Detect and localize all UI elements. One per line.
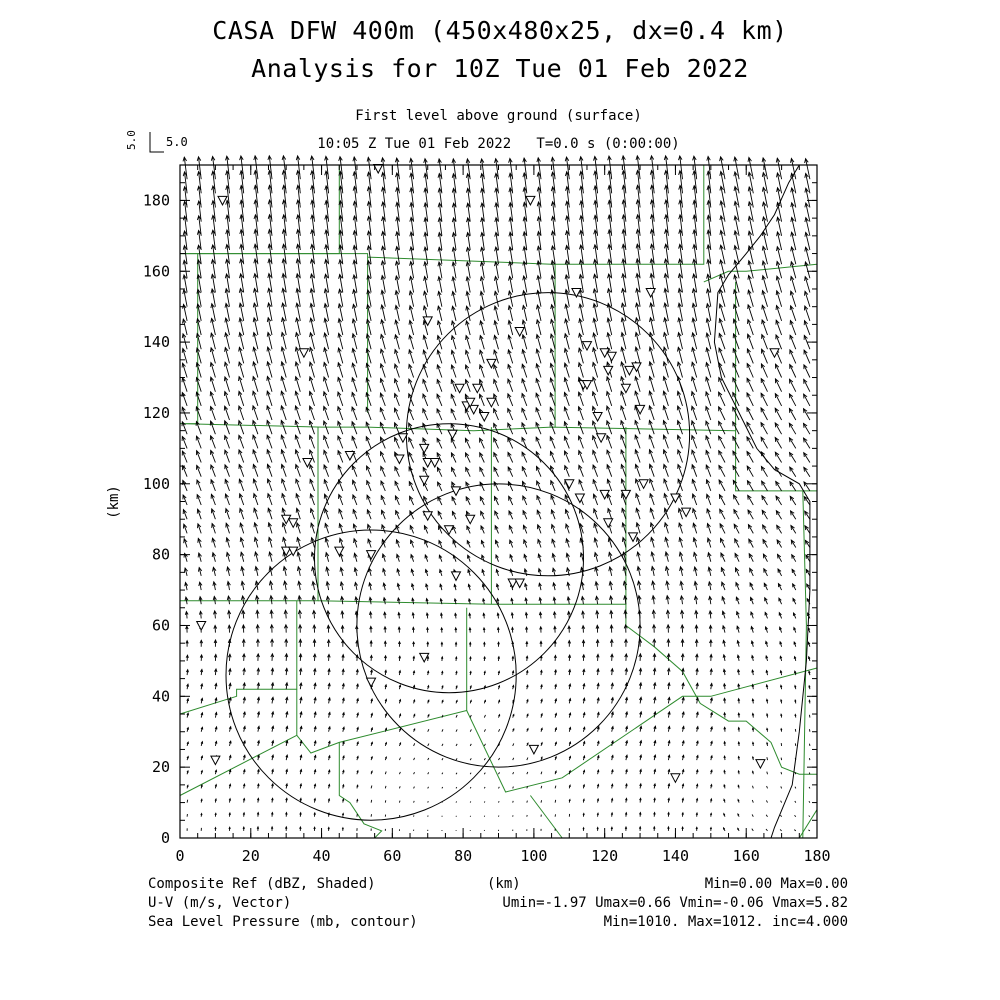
wind-vector: [499, 758, 500, 760]
station-marker: [197, 622, 206, 631]
wind-vector: [499, 772, 500, 774]
wind-vector: [541, 800, 542, 802]
county-line: [467, 668, 817, 792]
wind-vector: [790, 379, 796, 392]
wind-vector: [804, 409, 810, 420]
wind-vector: [414, 787, 415, 789]
station-marker: [575, 494, 584, 503]
wind-vector: [541, 786, 542, 789]
station-marker: [452, 572, 461, 581]
wind-vector: [762, 349, 768, 363]
county-line: [799, 491, 817, 838]
x-tick-label: 80: [454, 847, 473, 865]
wind-vector: [719, 436, 725, 448]
wind-vector: [470, 744, 471, 746]
wind-vector: [555, 786, 556, 789]
station-marker: [445, 526, 454, 535]
station-marker: [671, 774, 680, 783]
wind-vector: [385, 786, 386, 789]
wind-vector: [428, 744, 429, 746]
station-marker: [487, 398, 496, 407]
wind-vector: [766, 815, 767, 817]
wind-vector: [513, 787, 514, 789]
wind-vector: [804, 423, 810, 434]
y-tick-label: 20: [151, 758, 170, 777]
wind-vector: [527, 772, 528, 774]
station-marker: [395, 455, 404, 464]
level-label: First level above ground (surface): [355, 108, 642, 124]
wind-vector: [719, 421, 725, 434]
station-marker: [625, 366, 634, 375]
wind-vector: [747, 481, 753, 491]
wind-vector: [808, 830, 810, 831]
vector-scale-value: 5.0: [166, 135, 188, 149]
y-tick-label: 100: [142, 474, 170, 493]
station-marker: [420, 444, 429, 453]
legend-vector: U-V (m/s, Vector): [148, 895, 292, 911]
wind-vector: [795, 758, 796, 760]
wind-vector: [809, 801, 810, 802]
y-tick-label: 180: [142, 191, 170, 210]
station-marker: [423, 512, 432, 521]
wind-vector: [399, 801, 400, 803]
wind-vector: [780, 829, 782, 831]
y-tick-label: 40: [151, 687, 170, 706]
wind-vector: [442, 715, 443, 718]
wind-vector: [442, 773, 443, 775]
wind-vector: [456, 715, 457, 718]
wind-vector: [767, 772, 768, 775]
wind-vector: [385, 800, 386, 802]
wind-vector: [780, 815, 781, 817]
wind-vector: [781, 801, 782, 803]
chart-subtitle: Analysis for 10Z Tue 01 Feb 2022: [251, 54, 749, 83]
wind-vector: [747, 452, 753, 463]
wind-vector: [776, 364, 782, 377]
wind-vector: [781, 758, 782, 761]
wind-vector: [470, 758, 471, 760]
x-axis-label: (km): [487, 876, 521, 892]
wind-vector: [781, 786, 782, 788]
station-marker: [430, 459, 439, 468]
y-tick-label: 140: [142, 333, 170, 352]
wind-vector: [442, 787, 443, 788]
wind-vector: [719, 495, 725, 505]
wind-vector: [775, 438, 781, 449]
wind-vector: [761, 393, 767, 406]
station-marker: [367, 678, 376, 687]
station-marker: [682, 508, 691, 516]
wind-vector: [809, 758, 810, 760]
county-line: [180, 689, 297, 795]
wind-vector: [794, 830, 796, 831]
wind-vector: [795, 787, 796, 789]
station-marker: [607, 352, 616, 361]
wind-vector: [513, 801, 514, 803]
wind-vector: [470, 715, 471, 718]
station-marker: [756, 760, 765, 769]
x-tick-label: 20: [241, 847, 260, 865]
wind-vector: [776, 467, 782, 477]
wind-vector: [513, 758, 514, 760]
range-ring: [315, 424, 584, 693]
y-tick-label: 60: [151, 616, 170, 635]
wind-vector: [790, 365, 796, 378]
wind-vector: [442, 758, 443, 760]
wind-vector: [804, 394, 810, 406]
chart-title: CASA DFW 400m (450x480x25, dx=0.4 km): [212, 16, 788, 45]
wind-vector: [484, 729, 485, 731]
station-marker: [597, 434, 606, 443]
wind-vector: [442, 729, 443, 731]
wind-vector: [541, 772, 542, 775]
wind-vector: [187, 800, 188, 803]
wind-vector: [484, 773, 485, 775]
wind-vector: [748, 495, 754, 505]
wind-vector: [752, 829, 754, 831]
wind-vector: [456, 729, 457, 731]
wind-vector: [753, 786, 754, 789]
wind-vector: [371, 800, 372, 803]
wind-vector: [761, 467, 767, 477]
station-marker: [448, 430, 457, 439]
wind-vector: [767, 786, 768, 788]
wind-vector: [809, 773, 810, 775]
county-line: [339, 742, 381, 838]
wind-vector: [428, 787, 429, 789]
wind-vector: [442, 744, 443, 746]
wind-vector: [761, 379, 767, 392]
wind-vector: [775, 423, 781, 434]
wind-vector: [804, 467, 810, 476]
wind-vector: [733, 480, 739, 491]
wind-vector: [484, 715, 485, 718]
y-tick-label: 80: [151, 545, 170, 564]
station-marker: [646, 289, 655, 298]
wind-vector: [747, 378, 753, 392]
wind-vector: [762, 481, 768, 491]
station-marker: [629, 533, 638, 542]
wind-vector: [790, 350, 796, 364]
wind-vector: [762, 496, 768, 505]
wind-vector: [789, 409, 795, 421]
wind-vector: [761, 452, 767, 463]
wind-vector-head: [583, 828, 584, 829]
wind-vector: [719, 378, 725, 392]
station-marker: [526, 196, 535, 205]
x-tick-label: 160: [732, 847, 760, 865]
wind-vector: [399, 786, 400, 788]
station-marker: [639, 480, 648, 489]
wind-vector: [456, 773, 457, 775]
wind-vector: [804, 379, 810, 391]
county-line: [180, 601, 297, 714]
wind-vector: [761, 364, 767, 378]
wind-vector: [781, 772, 782, 774]
station-marker: [604, 366, 613, 375]
wind-vector: [414, 801, 415, 803]
county-line: [704, 264, 817, 282]
county-line: [736, 282, 817, 491]
wind-vector: [385, 772, 386, 775]
wind-vector: [776, 481, 782, 491]
wind-vector: [719, 451, 725, 463]
x-tick-label: 100: [520, 847, 548, 865]
station-marker: [621, 384, 630, 393]
wind-vector: [761, 408, 768, 420]
wind-vector: [555, 800, 556, 803]
wind-vector: [428, 729, 429, 732]
wind-vector: [414, 772, 415, 774]
wind-vector: [809, 816, 810, 817]
y-tick-label: 0: [160, 829, 170, 847]
wind-vector: [804, 365, 810, 378]
wind-vector: [484, 787, 485, 788]
reflectivity-range: Min=0.00 Max=0.00: [704, 876, 848, 892]
wind-vector: [790, 467, 796, 477]
wind-vector: [795, 743, 796, 746]
wind-vector: [804, 350, 810, 363]
wind-vector: [775, 394, 781, 406]
x-tick-label: 180: [803, 847, 831, 865]
station-marker: [473, 384, 482, 393]
wind-vector: [428, 801, 429, 802]
vector-scale-axis-label: 5.0: [125, 130, 138, 150]
wind-vector: [752, 800, 753, 803]
station-marker: [480, 413, 489, 422]
station-marker: [335, 547, 344, 556]
wind-vector: [484, 758, 485, 760]
wind-vector: [790, 453, 796, 463]
county-line: [530, 796, 562, 839]
wind-vector: [428, 772, 429, 774]
wind-vector: [719, 392, 725, 406]
wind-vector: [456, 744, 457, 746]
wind-vector: [719, 480, 725, 491]
wind-vector: [414, 743, 415, 746]
wind-vector: [761, 437, 767, 448]
wind-vector: [766, 800, 767, 802]
wind-vector: [719, 407, 725, 420]
legend-reflectivity: Composite Ref (dBZ, Shaded): [148, 876, 376, 892]
wind-vector: [775, 452, 781, 462]
wind-vector: [747, 364, 753, 378]
wind-vector: [795, 729, 796, 732]
wind-vector: [456, 758, 457, 760]
wind-vector: [456, 801, 457, 802]
wind-vector: [719, 465, 725, 476]
station-marker: [211, 756, 220, 765]
wind-vector: [795, 801, 796, 803]
y-tick-label: 160: [142, 262, 170, 281]
wind-vector: [484, 744, 485, 746]
wind-vector: [767, 757, 768, 760]
wind-vector: [499, 801, 500, 802]
wind-vector: [766, 829, 768, 831]
time-label: 10:05 Z Tue 01 Feb 2022 T=0.0 s (0:00:00): [317, 136, 680, 152]
station-marker: [345, 452, 354, 461]
vector-scale-marker: [150, 132, 164, 152]
station-marker: [455, 384, 464, 393]
wind-vector: [499, 787, 500, 789]
wind-vector: [747, 408, 753, 421]
x-tick-label: 40: [312, 847, 331, 865]
station-marker: [593, 413, 602, 422]
wind-vector: [470, 773, 471, 775]
wind-vector: [399, 772, 400, 774]
wind-vector: [428, 758, 429, 760]
wind-vector: [775, 408, 781, 420]
wind-vector: [761, 423, 768, 435]
wind-vector: [804, 453, 810, 463]
wind-vector: [747, 466, 753, 477]
wind-vector: [470, 729, 471, 731]
wind-vector: [470, 787, 471, 788]
station-marker: [420, 476, 429, 485]
pressure-range: Min=1010. Max=1012. inc=4.000: [603, 914, 848, 930]
station-marker: [529, 745, 538, 754]
wind-vector: [804, 482, 810, 491]
wind-vector: [513, 743, 514, 746]
wind-vector: [795, 815, 796, 816]
y-axis-label: (km): [106, 485, 122, 519]
wind-vector: [752, 814, 753, 816]
x-tick-label: 60: [383, 847, 402, 865]
x-tick-label: 140: [661, 847, 689, 865]
wind-vector: [809, 787, 810, 789]
county-line: [180, 165, 339, 254]
wind-vector: [456, 787, 457, 788]
wind-vectors: [182, 156, 810, 831]
vector-range: Umin=-1.97 Umax=0.66 Vmin=-0.06 Vmax=5.82: [502, 895, 848, 911]
legend-pressure: Sea Level Pressure (mb, contour): [148, 914, 418, 930]
wind-vector: [470, 801, 471, 802]
wind-vector: [527, 758, 528, 761]
radar-range-rings: [226, 293, 690, 821]
wind-vector: [484, 801, 485, 802]
wind-vector: [804, 438, 810, 448]
wind-vector: [371, 786, 372, 789]
vector-scale: [150, 132, 164, 152]
y-tick-label: 120: [142, 403, 170, 422]
wind-vector: [789, 394, 795, 406]
wind-vector: [499, 729, 500, 732]
station-marker: [299, 349, 308, 358]
wind-vector: [513, 772, 514, 774]
wind-vector: [762, 335, 768, 350]
x-tick-label: 120: [591, 847, 619, 865]
wind-vector: [747, 393, 753, 406]
wind-vector: [719, 348, 725, 363]
plot-frame: [180, 165, 817, 838]
county-boundaries: [180, 165, 817, 838]
wind-vector: [775, 379, 781, 392]
wind-vector: [527, 801, 528, 803]
station-marker: [770, 349, 779, 358]
station-marker: [515, 579, 524, 588]
wind-vector: [789, 423, 796, 434]
x-tick-label: 0: [175, 847, 185, 865]
wind-vector: [747, 422, 753, 434]
wind-vector: [789, 438, 795, 449]
wind-vector: [414, 758, 415, 760]
station-marker: [583, 342, 592, 351]
station-marker: [466, 515, 475, 524]
wind-vector: [399, 758, 400, 761]
